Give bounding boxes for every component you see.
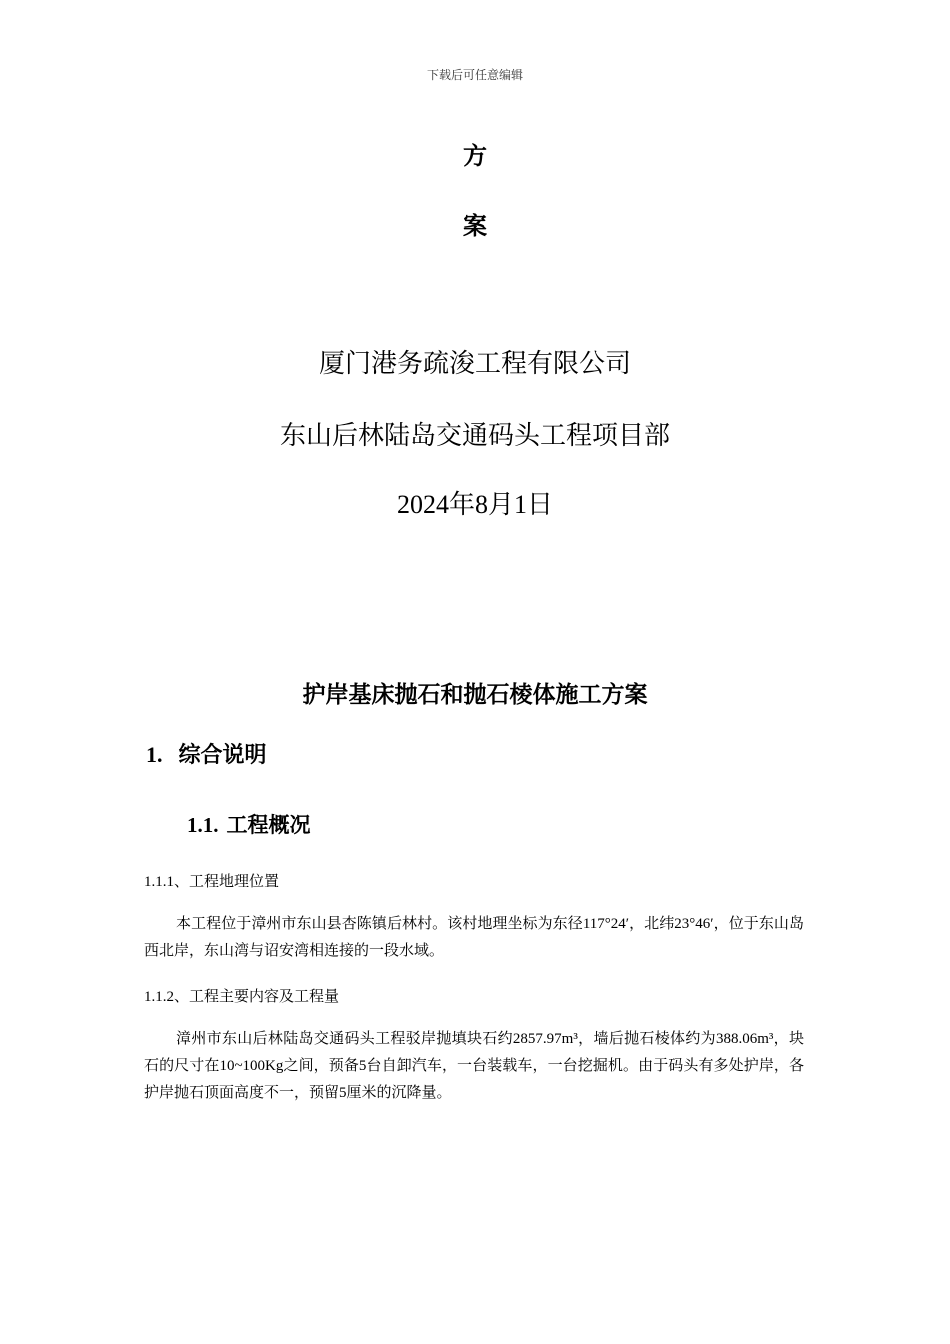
section-1-1-1-heading: 1.1.1、工程地理位置 bbox=[144, 874, 280, 890]
section-1-heading bbox=[146, 738, 267, 769]
section-1-1-2-body: 漳州市东山后林陆岛交通码头工程驳岸抛填块石约2857.97m³，墙后抛石棱体约为388.06m³，块石的尺寸在10~100Kg之间，预备5台自卸汽车，一台装载车，一台挖掘机。由于码头有多处护岸，各护岸抛石顶面高度不一，预留5厘米的沉降量。 bbox=[144, 1031, 804, 1101]
section-1-1-2-heading: 1.1.2、工程主要内容及工程量 bbox=[144, 989, 340, 1005]
section-1-1-number: 1.1. bbox=[187, 813, 219, 837]
cover-department: 东山后林陆岛交通码头工程项目部 bbox=[279, 421, 670, 450]
cover-title-char-2: 案 bbox=[463, 212, 487, 240]
section-1-1-title: 工程概况 bbox=[226, 813, 311, 837]
header-note: 下载后可任意编辑 bbox=[426, 68, 523, 82]
section-1-1-1-body: 本工程位于漳州市东山县杏陈镇后林村。该村地理坐标为东径117°24′，北纬23°46′，位于东山岛西北岸，东山湾与诏安湾相连接的一段水域。 bbox=[144, 916, 804, 959]
cover-date: 2024年8月1日 bbox=[396, 490, 553, 519]
document-title: 护岸基床抛石和抛石棱体施工方案 bbox=[302, 682, 648, 708]
cover-title-char-1: 方 bbox=[463, 142, 487, 170]
cover-company: 厦门港务疏浚工程有限公司 bbox=[318, 349, 631, 378]
section-1-1-heading bbox=[187, 809, 311, 839]
section-1-number: 1. bbox=[146, 742, 163, 767]
section-1-title: 综合说明 bbox=[178, 743, 267, 768]
